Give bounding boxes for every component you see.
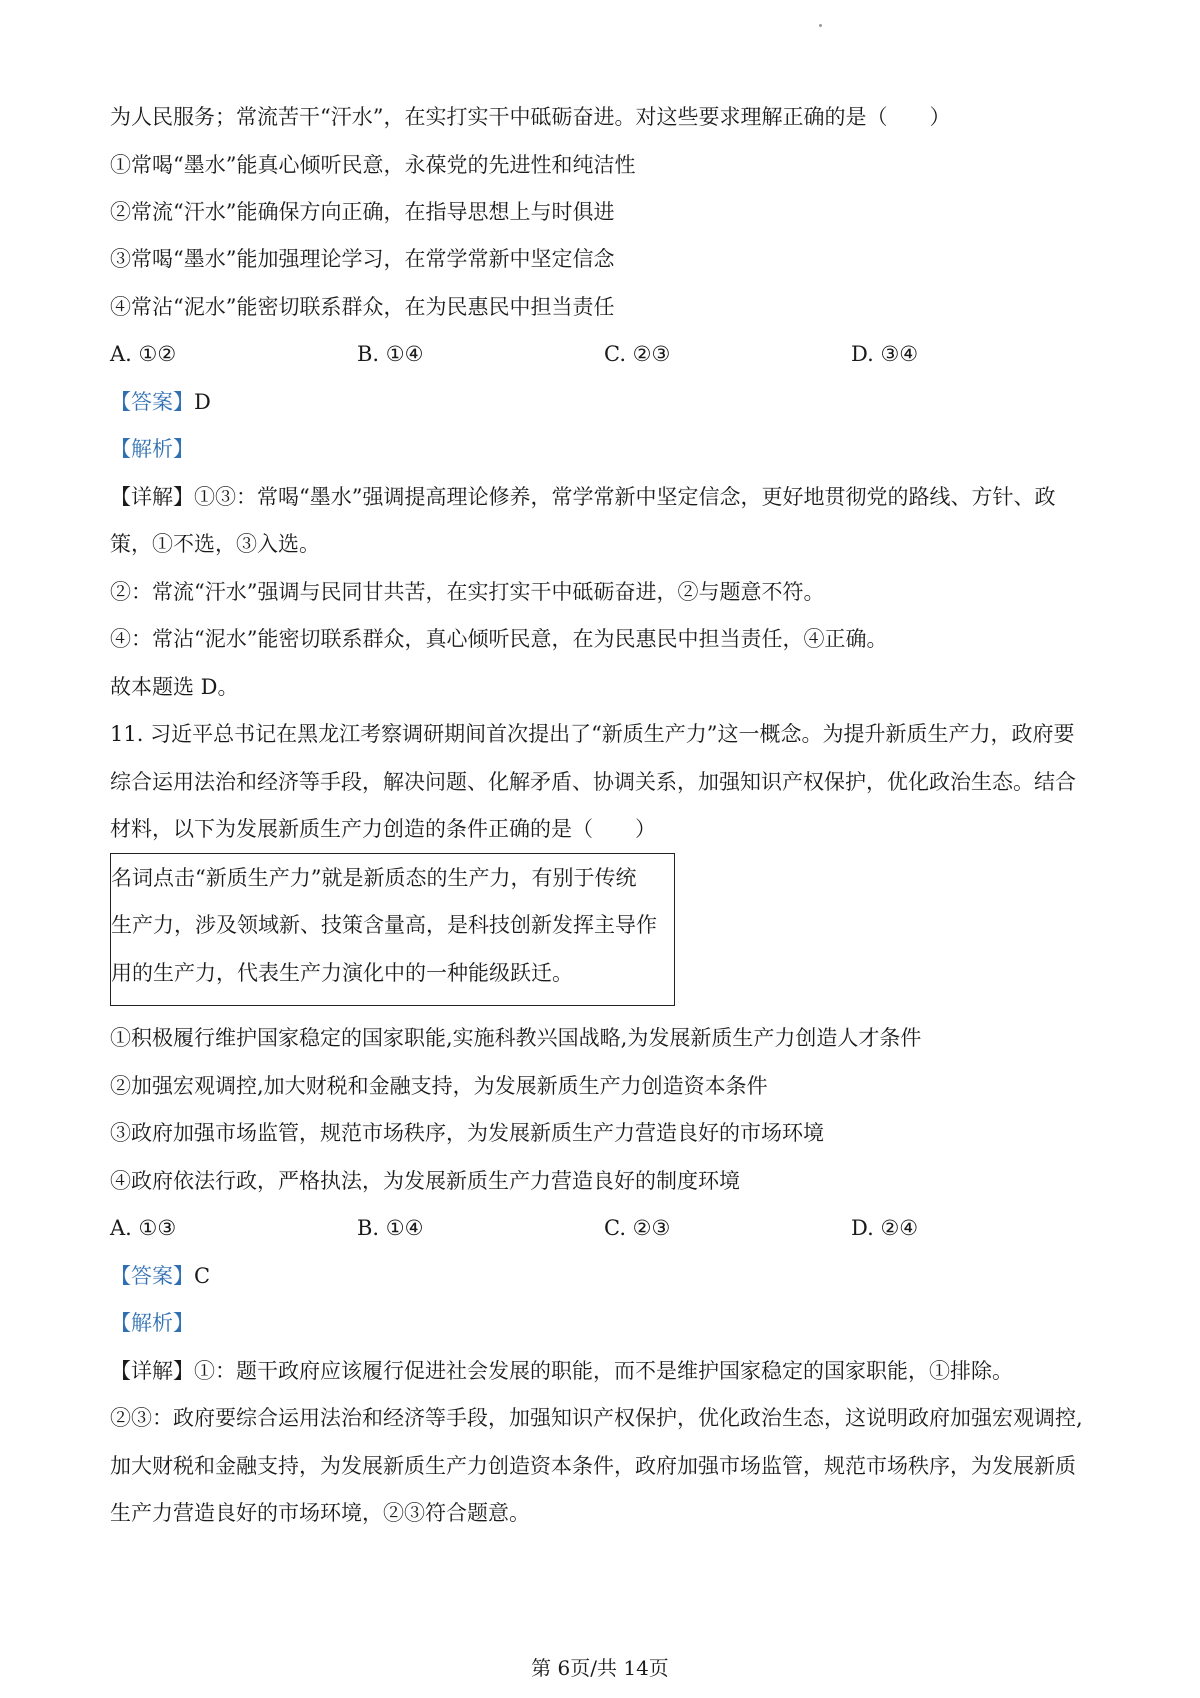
q10-detail-4: ④：常沾“泥水”能密切联系群众，真心倾听民意，在为民惠民中担当责任，④正确。: [110, 627, 888, 651]
box-line-2: 生产力，涉及领域新、技策含量高，是科技创新发挥主导作: [111, 913, 657, 937]
box-line-1: 名词点击“新质生产力”就是新质态的生产力，有别于传统: [111, 866, 637, 890]
q11-analysis: [110, 1308, 1110, 1338]
q10-statement-3: ③常喝“墨水”能加强理论学习，在常学常新中坚定信念: [110, 247, 615, 271]
q10-conclusion: 故本题选 D。: [110, 675, 239, 699]
q11-option-a: A. ①③: [110, 1216, 177, 1240]
q11-option-b: B. ①④: [357, 1216, 424, 1240]
answer-tag: 【答案】: [110, 1264, 194, 1288]
q11-option-c: C. ②③: [604, 1216, 671, 1240]
q10-option-b: B. ①④: [357, 342, 424, 366]
q11-option-d: D. ②④: [851, 1216, 919, 1240]
q10-detail-2: 策，①不选，③入选。: [110, 532, 320, 556]
q11-statement-1: ①积极履行维护国家稳定的国家职能,实施科教兴国战略,为发展新质生产力创造人才条件: [110, 1026, 922, 1050]
q10-answer: [110, 387, 1110, 417]
detail-tag: 【详解】: [110, 485, 194, 509]
q11-stem-3: 材料，以下为发展新质生产力创造的条件正确的是（ ）: [110, 817, 656, 841]
q11-detail-3: 加大财税和金融支持，为发展新质生产力创造资本条件，政府加强市场监管，规范市场秩序，为发展新质: [110, 1454, 1076, 1478]
q11-statement-3: ③政府加强市场监管，规范市场秩序，为发展新质生产力营造良好的市场环境: [110, 1121, 824, 1145]
q10-statement-1: ①常喝“墨水”能真心倾听民意，永葆党的先进性和纯洁性: [110, 153, 636, 177]
q10-detail-1: [110, 482, 1110, 512]
q11-answer: [110, 1261, 1110, 1291]
q10-statement-2: ②常流“汗水”能确保方向正确，在指导思想上与时俱进: [110, 200, 615, 224]
q11-statement-2: ②加强宏观调控,加大财税和金融支持，为发展新质生产力创造资本条件: [110, 1074, 768, 1098]
q10-option-a: A. ①②: [110, 342, 177, 366]
q10-option-c: C. ②③: [604, 342, 671, 366]
detail-text: ①③：常喝“墨水”强调提高理论修养，常学常新中坚定信念，更好地贯彻党的路线、方针、政: [194, 485, 1056, 509]
q11-detail-4: 生产力营造良好的市场环境，②③符合题意。: [110, 1501, 530, 1525]
q11-statement-4: ④政府依法行政，严格执法，为发展新质生产力营造良好的制度环境: [110, 1169, 740, 1193]
q11-detail-2: ②③：政府要综合运用法治和经济等手段，加强知识产权保护，优化政治生态，这说明政府加强宏观调控,: [110, 1406, 1083, 1430]
q11-stem-2: 综合运用法治和经济等手段，解决问题、化解矛盾、协调关系，加强知识产权保护，优化政治生态。结合: [110, 770, 1076, 794]
q10-statement-4: ④常沾“泥水”能密切联系群众，在为民惠民中担当责任: [110, 295, 615, 319]
detail-tag: 【详解】: [110, 1359, 194, 1383]
q11-stem-1: 11. 习近平总书记在黑龙江考察调研期间首次提出了“新质生产力”这一概念。为提升新质生产力，政府要: [110, 722, 1075, 746]
page-footer: 第 6页/共 14页: [531, 1656, 669, 1680]
q10-analysis: [110, 434, 1110, 464]
q10-stem-end: 为人民服务；常流苦干“汗水”，在实打实干中砥砺奋进。对这些要求理解正确的是（ ）: [110, 105, 951, 129]
q11-detail-1: [110, 1356, 1110, 1386]
box-line-3: 用的生产力，代表生产力演化中的一种能级跃迁。: [111, 961, 573, 985]
answer-value: C: [194, 1264, 211, 1288]
detail-text: ①：题干政府应该履行促进社会发展的职能，而不是维护国家稳定的国家职能，①排除。: [194, 1359, 1013, 1383]
q10-option-d: D. ③④: [851, 342, 919, 366]
analysis-tag: 【解析】: [110, 437, 194, 461]
q10-detail-3: ②：常流“汗水”强调与民同甘共苦，在实打实干中砥砺奋进，②与题意不符。: [110, 580, 825, 604]
analysis-tag: 【解析】: [110, 1311, 194, 1335]
answer-value: D: [194, 390, 211, 414]
answer-tag: 【答案】: [110, 390, 194, 414]
term-definition-box: [110, 853, 675, 1006]
scan-dot: [819, 24, 822, 27]
